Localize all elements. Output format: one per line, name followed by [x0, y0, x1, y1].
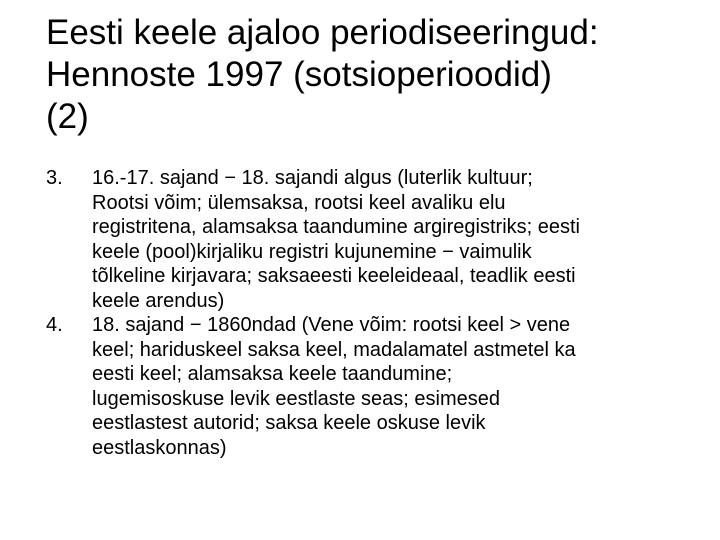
slide-title: [46, 12, 696, 138]
list-item-text-line: eesti keel; alamsaksa keele taandumine;: [92, 363, 453, 385]
list-item-text-line: eestlastest autorid; saksa keele oskuse levik: [92, 412, 486, 434]
title-line: (2): [46, 97, 89, 136]
title-line: Hennoste 1997 (sotsioperioodid): [46, 55, 552, 94]
list-item-text-line: keele arendus): [92, 289, 225, 312]
title-line: Eesti keele ajaloo periodiseeringud:: [46, 13, 599, 52]
list-item-text-line: 18. sajand − 1860ndad (Vene võim: rootsi keel > vene: [92, 314, 571, 336]
list-item-text-line: tõlkeline kirjavara; saksaeesti keeleideaal, teadlik eesti: [92, 265, 576, 287]
list-item-text-line: registritena, alamsaksa taandumine argiregistriks; eesti: [92, 216, 580, 238]
list-item-text-line: keele (pool)kirjaliku registri kujunemine − vaimulik: [92, 240, 532, 263]
list-item-number: 4.: [46, 314, 63, 336]
list-item-text-line: 16.-17. sajand − 18. sajandi algus (luterlik kultuur;: [92, 167, 533, 189]
numbered-list: [46, 166, 696, 460]
list-item: [46, 313, 696, 460]
list-item-number: 3.: [46, 167, 63, 189]
list-item: [46, 166, 696, 313]
list-item-text-line: Rootsi võim; ülemsaksa, rootsi keel avaliku elu: [92, 191, 506, 214]
list-item-text-line: eestlaskonnas): [92, 436, 227, 459]
list-item-text-line: lugemisoskuse levik eestlaste seas; esimesed: [92, 387, 500, 410]
list-item-text-line: keel; hariduskeel saksa keel, madalamatel astmetel ka: [92, 338, 576, 361]
